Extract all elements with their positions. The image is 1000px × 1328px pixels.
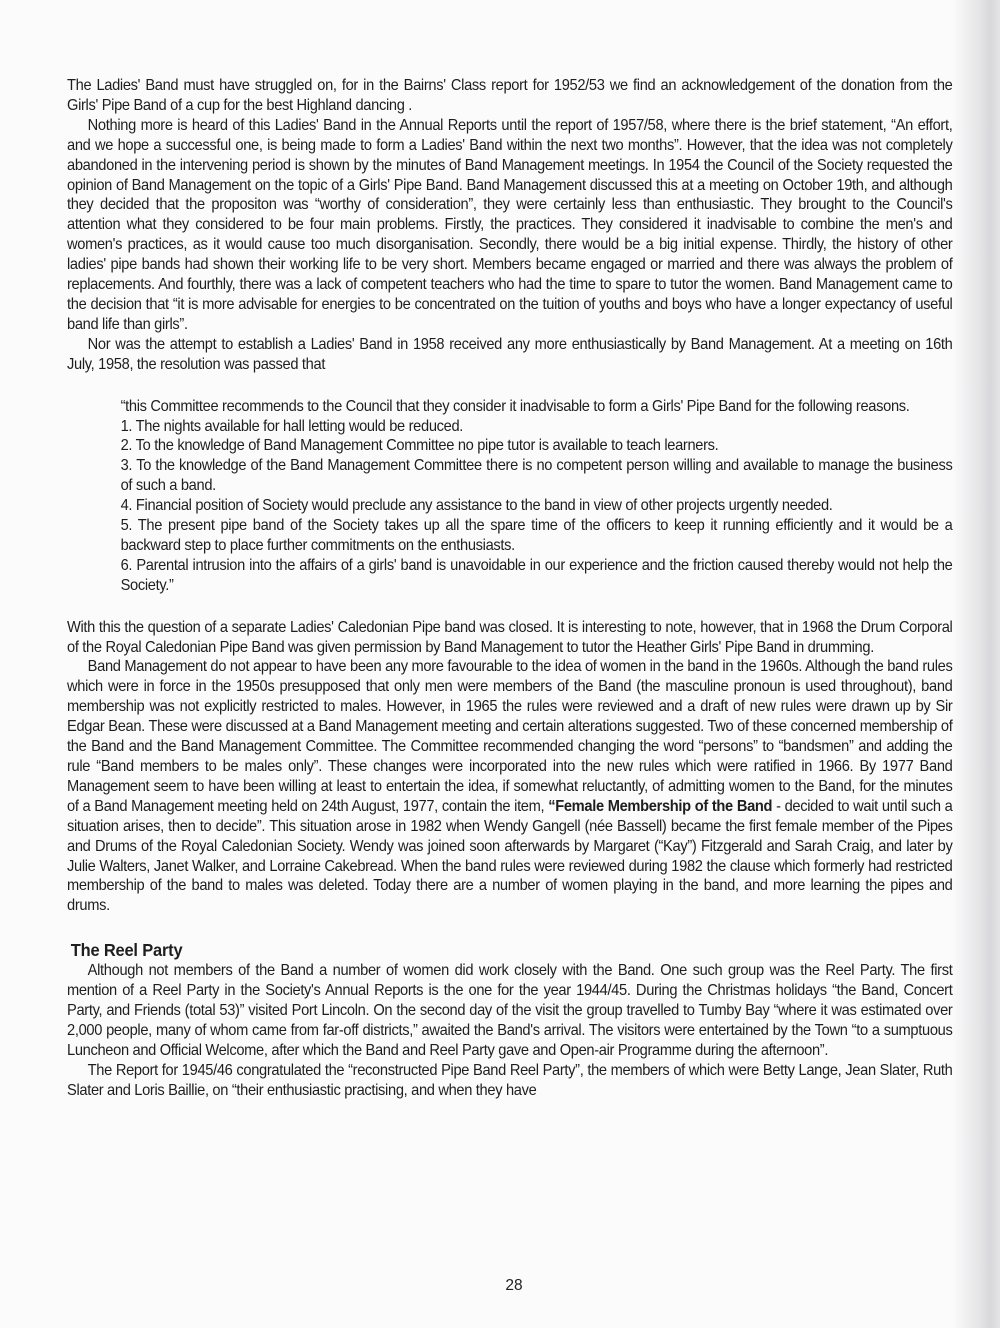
paragraph-nothing-more: Nothing more is heard of this Ladies' Band in the Annual Reports until the report of 1957/58, where there is the brief statement, “An effort, and we hope a successful one, is being made to form a Ladies' Band within the next two months”. However, that the idea was not completely abandoned in the intervening period is shown by the minutes of Band Management meetings. In 1954 the Council of the Society requested the opinion of Band Management on the topic of a Girls' Pipe Band. Band Management discussed this at a meeting on October 19th, and although they decided that the propositon was “worthy of consideration”, they were certainly less than enthusiastic. They brought to the Council's attention what they considered to be four main problems. Firstly, the practices. They considered it inadvisable to combine the men's and women's practices, as it would cause too much disorganisation. Secondly, there would be a big initial expense. Thirdly, the history of other ladies' pipe bands had shown their working life to be very short. Members became engaged or married and there was always the problem of replacements. And fourthly, there was a lack of competent teachers who had the time to spare to tutor the women. Band Management came to the decision that “it is more advisable for energies to be concentrated on the tuition of youths and boys who have a longer expectancy of useful band life than girls”. [67,116,953,333]
paragraph-question-closed: With this the question of a separate Ladies' Caledonian Pipe band was closed. It is interesting to note, however, that in 1968 the Drum Corporal of the Royal Caledonian Pipe Band was given permission by Band Management to tutor the Heather Girls' Pipe Band in drumming. [67,618,953,656]
committee-resolution-quote [121,397,953,596]
quote-intro: “this Committee recommends to the Council that they consider it inadvisable to form a Girls' Pipe Band for the following reasons. [120,397,910,415]
paragraph-reel-party-intro: Although not members of the Band a number of women did work closely with the Band. One such group was the Reel Party. The first mention of a Reel Party in the Society's Annual Reports is the one for the year 1944/45. During the Christmas holidays “the Band, Concert Party, and Friends (total 53)” visited Port Lincoln. On the second day of the visit the group travelled to Tumby Bay “where it was estimated over 2,000 people, many of whom came from far-off districts,” awaited the Band's arrival. The visitors were entertained by the Town “to a sumptuous Luncheon and Official Welcome, after which the Band and Reel Party gave and Open-air Programme during the afternoon”. [67,962,953,1059]
paragraph-1958-attempt: Nor was the attempt to establish a Ladies' Band in 1958 received any more enthusiastically by Band Management. At a meeting on 16th July, 1958, the resolution was passed that [67,335,953,373]
document-page [67,76,953,1101]
quote-reason-item: 4. Financial position of Society would preclude any assistance to the band in view of other projects urgently needed. [120,497,833,515]
section-heading-reel-party: The Reel Party [70,940,183,961]
page-number-text: 28 [505,1277,523,1294]
text-segment: - decided to wait until such a situation arises, then to decide”. This situation arose in 1982 when Wendy Gangell (née Bassell) became the first female member of the Pipes and Drums of the Royal Caledonian Society. Wendy was joined soon afterwards by Margaret (“Kay”) Fitzgerald and Sarah Craig, and later by Julie Walters, Janet Walker, and Lorraine Cakebread. When the band rules were reviewed during 1982 the clause which formerly had restricted membership of the band to males was deleted. Today there are a number of women playing in the band, and more learning the pipes and drums. [67,797,953,915]
quote-reason-item: 3. To the knowledge of the Band Management Committee there is no competent person willing and available to manage the business of such a band. [120,457,953,495]
paragraph-1960s [67,657,952,916]
text-segment: Band Management do not appear to have been any more favourable to the idea of women in the band in the 1960s. Although the band rules which were in force in the 1950s presupposed that only men were members of the Band (the masculine pronoun is used throughout), band membership was not explicitly restricted to males. However, in 1965 the rules were reviewed and a draft of new rules were drawn up by Sir Edgar Bean. These were discussed at a Band Management meeting and certain alterations suggested. Two of these concerned membership of the Band and the Band Management Committee. The Committee recommended changing the word “persons” to “bandsmen” and adding the rule “Band members to be males only”. These changes were incorporated into the new rules which were ratified in 1966. By 1977 Band Management seem to have been willing at least to entertain the idea, if somewhat reluctantly, of admitting women to the Band, for the minutes of a Band Management meeting held on 24th August, 1977, contain the item, [67,658,953,815]
paragraph-reel-party-1945: The Report for 1945/46 congratulated the “reconstructed Pipe Band Reel Party”, the members of which were Betty Lange, Jean Slater, Ruth Slater and Loris Baillie, on “their enthusiastic practising, and when they have [67,1061,953,1099]
bold-item-title: “Female Membership of the Band [548,797,773,815]
page-gutter-shadow [952,0,1000,1328]
quote-reason-item: 6. Parental intrusion into the affairs of a girls' band is unavoidable in our experience and the friction caused thereby would not help the Society.” [120,556,953,594]
quote-reason-item: 2. To the knowledge of Band Management Committee no pipe tutor is available to teach learners. [120,437,719,455]
quote-reason-item: 1. The nights available for hall letting would be reduced. [120,417,464,435]
page-number [0,1277,1000,1295]
quote-reason-item: 5. The present pipe band of the Society takes up all the spare time of the officers to keep it running efficiently and it would be a backward step to place further commitments on the enthusiasts. [120,517,953,554]
paragraph-ladies-band: The Ladies' Band must have struggled on, for in the Bairns' Class report for 1952/53 we find an acknowledgement of the donation from the Girls' Pipe Band of a cup for the best Highland dancing . [67,77,953,114]
